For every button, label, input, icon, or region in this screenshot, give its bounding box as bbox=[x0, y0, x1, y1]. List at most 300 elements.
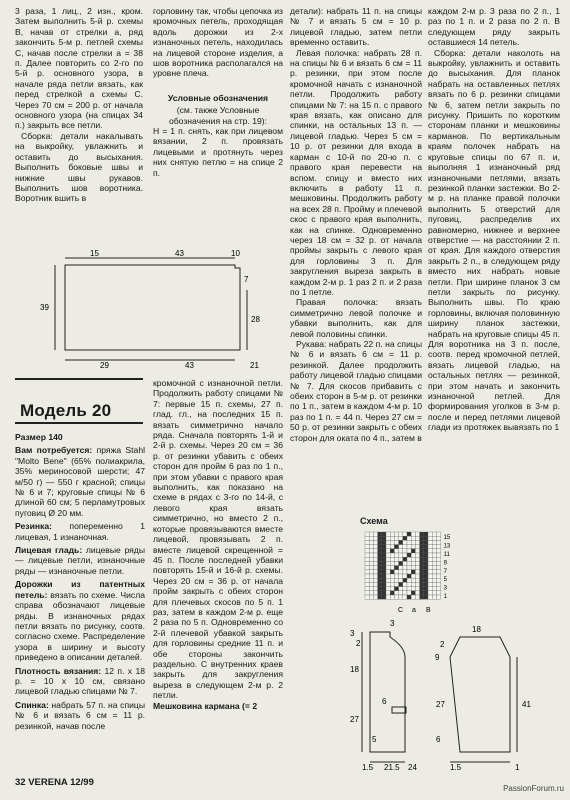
grid-cell bbox=[378, 532, 382, 536]
grid-cell bbox=[411, 587, 415, 591]
grid-cell bbox=[428, 574, 432, 578]
grid-cell bbox=[420, 532, 424, 536]
grid-cell bbox=[386, 540, 390, 544]
grid-cell bbox=[415, 561, 419, 565]
grid-cell bbox=[415, 549, 419, 553]
grid-cell bbox=[432, 566, 436, 570]
grid-cell bbox=[415, 557, 419, 561]
grid-cell bbox=[378, 591, 382, 595]
grid-cell bbox=[390, 591, 394, 595]
grid-cell bbox=[365, 566, 369, 570]
grid-cell bbox=[428, 553, 432, 557]
grid-cell bbox=[373, 553, 377, 557]
scheme-title: Схема bbox=[360, 516, 388, 526]
grid-cell bbox=[428, 545, 432, 549]
grid-cell bbox=[436, 595, 440, 599]
row-label: 5 bbox=[443, 577, 447, 584]
legend-c: C bbox=[398, 607, 404, 614]
grid-cell bbox=[369, 553, 373, 557]
bdim-24: 24 bbox=[408, 763, 417, 772]
grid-cell bbox=[378, 540, 382, 544]
grid-cell bbox=[432, 595, 436, 599]
grid-cell bbox=[424, 545, 428, 549]
grid-cell bbox=[394, 532, 398, 536]
grid-cell bbox=[424, 582, 428, 586]
grid-cell bbox=[407, 595, 411, 599]
grid-cell bbox=[394, 545, 398, 549]
grid-cell bbox=[428, 570, 432, 574]
grid-cell bbox=[386, 557, 390, 561]
grid-cell bbox=[394, 553, 398, 557]
grid-cell bbox=[432, 582, 436, 586]
grid-cell bbox=[399, 536, 403, 540]
grid-cell bbox=[369, 591, 373, 595]
bdim-2: 2 bbox=[356, 639, 361, 648]
grid-cell bbox=[382, 540, 386, 544]
grid-cell bbox=[420, 557, 424, 561]
col2-bottom-p1: кромочной с изнаночной петли. Продолжить работу спицами № 7: первые 15 п. схемы, 27 п. глад. гл., на последних 15 п. вязать симметрично начало ряда. Сначала повторять 1-й и 2-й р. схемы. Через 20 см = 36 р. от резинки убавить с обеих сторон для пройм 6 раз по 1 п., при этом убавки с правого края выполнить, как показано на схеме в рядах с 3-го по 14-й, с левого края вязать симметрично, но вместо 2 п., которые провязываются вместе лицевой, провязывать 2 п. вместе лицевой скрещенной = 45 п. После последней убавки повторять 15-й и 16-й р. схемы. Через 20 см = 36 р. от начала пройм закрыть с обеих сторон для плечевых скосов по 5 п. 1 раз, затем в каждом 2-м р. еще 2 раза по 5 п. Одновременно со 2-й плечевой убавкой закрыть для горловины средние 11 п. и обе стороны закончить раздельно. С внутренних краев закрыть для закругления выреза в следующем 2-м р. 2 петли. bbox=[153, 378, 283, 701]
col3-text bbox=[290, 6, 422, 511]
col3-p1: детали): набрать 11 п. на спицы № 7 и вязать 5 см = 10 р. лицевой гладью, затем петли временно оставить. bbox=[290, 6, 422, 48]
section-rule-top bbox=[15, 378, 143, 380]
col2-p1: горловину так, чтобы цепочка из кромочных петель, проходящая вдоль дорожки из 2-х изнаночных петель, находилась на лицевой стороне изделия, а шов воротника располагался на уровне плеча. bbox=[153, 6, 283, 79]
grid-cell bbox=[390, 570, 394, 574]
grid-cell bbox=[407, 582, 411, 586]
bdim-18: 18 bbox=[350, 665, 359, 674]
grid-cell bbox=[436, 557, 440, 561]
grid-cell bbox=[420, 553, 424, 557]
grid-cell bbox=[420, 536, 424, 540]
grid-cell bbox=[386, 549, 390, 553]
grid-cell bbox=[420, 591, 424, 595]
grid-cell bbox=[386, 536, 390, 540]
grid-cell bbox=[386, 553, 390, 557]
model-size: Размер 140 bbox=[15, 432, 63, 442]
grid-cell bbox=[403, 587, 407, 591]
grid-cell bbox=[424, 536, 428, 540]
grid-cell bbox=[365, 536, 369, 540]
grid-cell bbox=[369, 561, 373, 565]
grid-cell bbox=[369, 545, 373, 549]
grid-cell bbox=[365, 540, 369, 544]
col1-top-text bbox=[15, 6, 143, 254]
grid-cell bbox=[411, 545, 415, 549]
grid-cell bbox=[432, 532, 436, 536]
grid-cell bbox=[403, 578, 407, 582]
grid-cell bbox=[411, 595, 415, 599]
section-rule-bottom bbox=[15, 422, 143, 424]
grid-cell bbox=[365, 591, 369, 595]
grid-cell bbox=[365, 578, 369, 582]
scheme-grid bbox=[360, 530, 480, 615]
grid-cell bbox=[403, 561, 407, 565]
grid-cell bbox=[428, 591, 432, 595]
grid-cell bbox=[390, 566, 394, 570]
grid-cell bbox=[428, 540, 432, 544]
grid-cell bbox=[390, 545, 394, 549]
grid-cell bbox=[407, 549, 411, 553]
front-outline bbox=[370, 632, 405, 752]
grid-cell bbox=[436, 540, 440, 544]
grid-cell bbox=[394, 536, 398, 540]
col2-bottom-text bbox=[153, 378, 283, 773]
model-details bbox=[15, 432, 145, 772]
grid-cell bbox=[382, 549, 386, 553]
grid-cells bbox=[365, 532, 441, 599]
conventions-title: Условные обозначения bbox=[167, 92, 269, 103]
grid-cell bbox=[373, 557, 377, 561]
rib-label: Резинка: bbox=[15, 521, 52, 532]
dim-label-10: 10 bbox=[231, 250, 240, 258]
col4-text bbox=[428, 6, 560, 511]
bdim-27b: 27 bbox=[436, 700, 445, 709]
grid-cell bbox=[424, 591, 428, 595]
grid-cell bbox=[369, 578, 373, 582]
grid-cell bbox=[415, 536, 419, 540]
back-outline bbox=[65, 265, 240, 350]
grid-cell bbox=[415, 591, 419, 595]
grid-cell bbox=[420, 582, 424, 586]
dim-label-39: 39 bbox=[40, 303, 49, 312]
grid-cell bbox=[365, 553, 369, 557]
grid-cell bbox=[382, 553, 386, 557]
grid-cell bbox=[386, 532, 390, 536]
grid-cell bbox=[407, 587, 411, 591]
grid-cell bbox=[378, 595, 382, 599]
grid-cell bbox=[365, 574, 369, 578]
grid-cell bbox=[436, 587, 440, 591]
grid-cell bbox=[369, 566, 373, 570]
grid-cell bbox=[428, 566, 432, 570]
grid-cell bbox=[378, 557, 382, 561]
grid-cell bbox=[432, 570, 436, 574]
grid-cell bbox=[407, 532, 411, 536]
col2-bottom-p2: Мешковина кармана (= 2 bbox=[153, 700, 258, 711]
grid-cell bbox=[403, 549, 407, 553]
bdim-6: 6 bbox=[382, 697, 387, 706]
grid-cell bbox=[369, 582, 373, 586]
grid-cell bbox=[390, 578, 394, 582]
dim-label-43b: 43 bbox=[185, 361, 194, 370]
grid-cell bbox=[390, 561, 394, 565]
grid-cell bbox=[382, 595, 386, 599]
grid-cell bbox=[378, 553, 382, 557]
grid-cell bbox=[432, 549, 436, 553]
grid-cell bbox=[403, 553, 407, 557]
col1-p2: Сборка: детали накалывать на выкройку, увлажнить и оставить до высыхания. Выполнить боковые швы и нижние швы рукавов. Выполнить шов воротника. Воротник вшить в bbox=[15, 130, 143, 204]
grid-cell bbox=[411, 532, 415, 536]
patent-text: вязать по схеме. Числа справа обозначают лицевые ряды. В изнаночных рядах петли вязать по рисунку, соотв. согласно схеме. Распределение узора в ширину и высоту приведено в описании деталей. bbox=[15, 589, 145, 663]
grid-cell bbox=[432, 557, 436, 561]
back-label: Спинка: bbox=[15, 699, 49, 710]
grid-cell bbox=[390, 595, 394, 599]
grid-cell bbox=[399, 557, 403, 561]
row-label: 15 bbox=[443, 535, 451, 542]
grid-cell bbox=[369, 540, 373, 544]
col3-p4: Рукава: набрать 22 п. на спицы № 6 и вязать 6 см = 11 р. резинкой. Далее продолжить работу лицевой гладью спицами № 7. Для скосов прибавить с обеих сторон в 5-м р. от резинки по 1 п., затем в каждом 4-м р. 10 раз по 1 п. = 44 п. Через 27 см = 50 р. от резинки закрыть с обеих сторон для оката по 4 п., затем в bbox=[290, 339, 422, 443]
row-label: 9 bbox=[443, 560, 447, 567]
grid-cell bbox=[407, 545, 411, 549]
dim-label-43a: 43 bbox=[175, 250, 184, 258]
grid-cell bbox=[382, 578, 386, 582]
footer-page-info: 32 VERENA 12/99 bbox=[15, 777, 94, 788]
grid-cell bbox=[415, 574, 419, 578]
back-pattern-diagram bbox=[35, 250, 295, 370]
grid-cell bbox=[365, 582, 369, 586]
grid-cell bbox=[424, 587, 428, 591]
grid-cell bbox=[386, 545, 390, 549]
grid-cell bbox=[399, 578, 403, 582]
grid-cell bbox=[428, 549, 432, 553]
grid-cell bbox=[399, 532, 403, 536]
grid-cell bbox=[432, 561, 436, 565]
pocket bbox=[392, 707, 406, 713]
grid-cell bbox=[378, 545, 382, 549]
grid-cell bbox=[390, 553, 394, 557]
grid-cell bbox=[411, 582, 415, 586]
grid-cell bbox=[420, 574, 424, 578]
grid-cell bbox=[394, 570, 398, 574]
grid-cell bbox=[394, 561, 398, 565]
grid-cell bbox=[399, 545, 403, 549]
grid-cell bbox=[382, 545, 386, 549]
row-label: 3 bbox=[443, 585, 447, 592]
grid-cell bbox=[369, 595, 373, 599]
grid-cell bbox=[407, 578, 411, 582]
grid-cell bbox=[394, 557, 398, 561]
grid-cell bbox=[420, 578, 424, 582]
grid-cell bbox=[369, 587, 373, 591]
grid-cell bbox=[382, 570, 386, 574]
grid-cell bbox=[399, 595, 403, 599]
grid-cell bbox=[415, 595, 419, 599]
col1-p1: 3 раза, 1 лиц., 2 изн., кром. Затем выполнить 5-й р. схемы B, начав от стрелки a, ряд закончить 5-м р. петлей схемы C, начав после стрелки a = 38 п. Далее повторить со 2-го по 5-й р. основного узора, в начале ряда петли вязать, как перед стрелкой a схемы C. Через 70 см = 200 р. от начала основного узора (на спицах 34 п.) закрыть все петли. bbox=[15, 6, 143, 131]
grid-cell bbox=[365, 557, 369, 561]
grid-cell bbox=[411, 566, 415, 570]
grid-cell bbox=[369, 532, 373, 536]
grid-cell bbox=[436, 549, 440, 553]
footer-watermark: PassionForum.ru bbox=[503, 784, 564, 793]
grid-cell bbox=[424, 549, 428, 553]
grid-cell bbox=[394, 582, 398, 586]
grid-cell bbox=[378, 587, 382, 591]
grid-cell bbox=[407, 566, 411, 570]
grid-cell bbox=[407, 591, 411, 595]
grid-cell bbox=[432, 591, 436, 595]
grid-cell bbox=[365, 570, 369, 574]
grid-cell bbox=[432, 578, 436, 582]
grid-cell bbox=[390, 536, 394, 540]
grid-cell bbox=[420, 566, 424, 570]
grid-cell bbox=[373, 582, 377, 586]
grid-cell bbox=[382, 582, 386, 586]
grid-cell bbox=[411, 557, 415, 561]
col2-top-text bbox=[153, 6, 283, 246]
grid-cell bbox=[411, 549, 415, 553]
dim-label-15: 15 bbox=[90, 250, 99, 258]
col4-p2: Сборка: детали наколоть на выкройку, увлажнить и оставить до высыхания. Для планок набрать на оставленных петлях вязать по 6 р. резинки спицами № 6, затем петли закрыть по рисунку. Пришить по коротким сторонам планки и мешковины карманов. По вертикальным краям полочек набрать на круговые спицы по 67 п. и, выполняя 1 изнаночный ряд изнаночными петлями, вязать резинкой планки застежки. Во 2-м р. на планке правой полочки выполнить 5 отверстий для пуговиц, распределив их равномерно, нижнее и верхнее отверстие — на расстоянии 2 п. от края. Для каждого отверстия закрыть 2 п., в следующем ряду вместо них набрать новые петли. При ширине планок 3 см петли закрыть по рисунку. Выполнить швы. По краю горловины, включая половинную ширину планок застежки, набрать на круговые спицы 45 п. Для воротника на 3 п. после, соотв. перед кромочной петлей, вязать лицевой гладью, на остальных петлях — резинкой, при этом начать и закончить изнаночной петлей. Для формирования уголков в 3-м р. после и перед петлями лицевой глади из протяжек вывязать по 1 bbox=[428, 47, 560, 433]
grid-cell bbox=[373, 545, 377, 549]
grid-cell bbox=[365, 587, 369, 591]
grid-cell bbox=[403, 566, 407, 570]
grid-cell bbox=[424, 540, 428, 544]
grid-cell bbox=[407, 553, 411, 557]
grid-cell bbox=[407, 536, 411, 540]
row-labels bbox=[444, 535, 451, 600]
grid-cell bbox=[399, 587, 403, 591]
grid-cell bbox=[432, 587, 436, 591]
grid-cell bbox=[407, 574, 411, 578]
grid-cell bbox=[386, 591, 390, 595]
grid-cell bbox=[390, 587, 394, 591]
grid-cell bbox=[373, 574, 377, 578]
grid-cell bbox=[373, 536, 377, 540]
grid-cell bbox=[403, 532, 407, 536]
grid-cell bbox=[432, 553, 436, 557]
grid-cell bbox=[411, 540, 415, 544]
grid-cell bbox=[390, 532, 394, 536]
grid-cell bbox=[378, 549, 382, 553]
bdim-6b: 6 bbox=[436, 735, 441, 744]
grid-cell bbox=[394, 566, 398, 570]
grid-cell bbox=[420, 540, 424, 544]
grid-cell bbox=[369, 574, 373, 578]
grid-cell bbox=[424, 570, 428, 574]
grid-cell bbox=[420, 545, 424, 549]
grid-cell bbox=[378, 561, 382, 565]
grid-cell bbox=[365, 549, 369, 553]
grid-cell bbox=[369, 570, 373, 574]
grid-cell bbox=[373, 549, 377, 553]
grid-cell bbox=[436, 545, 440, 549]
grid-cell bbox=[382, 587, 386, 591]
grid-cell bbox=[403, 545, 407, 549]
col3-p3: Правая полочка: вязать симметрично левой полочке и убавки выполнить, как для левой половины спинки. bbox=[290, 297, 422, 339]
grid-cell bbox=[382, 566, 386, 570]
grid-cell bbox=[382, 532, 386, 536]
grid-cell bbox=[415, 582, 419, 586]
grid-cell bbox=[373, 591, 377, 595]
grid-cell bbox=[369, 549, 373, 553]
grid-cell bbox=[390, 549, 394, 553]
dim-label-7: 7 bbox=[244, 275, 249, 284]
grid-cell bbox=[369, 557, 373, 561]
grid-cell bbox=[415, 578, 419, 582]
grid-cell bbox=[386, 595, 390, 599]
bdim-21-5: 21.5 bbox=[384, 763, 400, 772]
grid-cell bbox=[386, 587, 390, 591]
grid-cell bbox=[432, 574, 436, 578]
grid-cell bbox=[403, 591, 407, 595]
grid-cell bbox=[373, 587, 377, 591]
grid-cell bbox=[382, 591, 386, 595]
grid-cell bbox=[411, 574, 415, 578]
dim-label-21: 21 bbox=[250, 361, 259, 370]
bdim-3b: 3 bbox=[390, 619, 395, 628]
grid-cell bbox=[386, 574, 390, 578]
grid-cell bbox=[424, 553, 428, 557]
materials-text: пряжа Stahl "Molto Bene" (65% полиакрила, 35% мериносовой шерсти; 47 м/50 г) — 550 г красной; спицы № 6 и 7; круговые спицы № 6 длиной 60 см; 5 перламутровых пуговиц Ø 20 мм. bbox=[15, 445, 145, 518]
grid-cell bbox=[403, 536, 407, 540]
grid-cell bbox=[436, 578, 440, 582]
grid-cell bbox=[365, 532, 369, 536]
grid-cell bbox=[382, 574, 386, 578]
grid-cell bbox=[428, 587, 432, 591]
grid-cell bbox=[432, 545, 436, 549]
grid-cell bbox=[428, 578, 432, 582]
grid-cell bbox=[407, 540, 411, 544]
grid-cell bbox=[394, 587, 398, 591]
col3-p2: Левая полочка: набрать 28 п. на спицы № 6 и вязать 6 см = 11 р. резинки, при этом после кромочной начать с изнаночной петли. Продолжить работу спицами № 7: на 15 п. с правого края вязать, как описано для спинки, на остальных 13 п. — лицевой гладью. Через 5 см = 10 р. от резинки для входа в карман с 10-й по 20-ю п. с правого края перевести на вспом. спицу и вместо них включить в работу 11 п. мешковины. Продолжить работу на всех 28 п. Пройму и плечевой скос с правого края выполнить, как на спинке. Одновременно через 18 см = 32 р. от начала проймы закрыть с левого края для горловины 3 п. Для закругления выреза закрыть в каждом 2-м р. 1 раз 2 п. и 2 раза по 1 петле. bbox=[290, 47, 422, 297]
bdim-1-5: 1.5 bbox=[362, 763, 374, 772]
grid-cell bbox=[411, 553, 415, 557]
bdim-5: 5 bbox=[372, 735, 377, 744]
grid-cell bbox=[378, 570, 382, 574]
grid-cell bbox=[428, 561, 432, 565]
rib-text: попеременно 1 лицевая, 1 изнаночная. bbox=[15, 521, 145, 542]
grid-cell bbox=[436, 566, 440, 570]
grid-cell bbox=[390, 574, 394, 578]
grid-cell bbox=[403, 540, 407, 544]
grid-cell bbox=[394, 578, 398, 582]
legend-a: a bbox=[412, 607, 416, 614]
bdim-3: 3 bbox=[350, 629, 355, 638]
grid-cell bbox=[415, 566, 419, 570]
grid-cell bbox=[436, 553, 440, 557]
grid-cell bbox=[432, 540, 436, 544]
grid-cell bbox=[403, 557, 407, 561]
grid-cell bbox=[378, 578, 382, 582]
grid-cell bbox=[436, 536, 440, 540]
grid-cell bbox=[424, 532, 428, 536]
stock-label: Лицевая гладь: bbox=[15, 545, 83, 556]
col4-p1: каждом 2-м р. 3 раза по 2 п., 1 раз по 1 п. и 2 раза по 2 п. В следующем ряду закрыть оставшиеся 14 петель. bbox=[428, 6, 560, 48]
grid-cell bbox=[415, 540, 419, 544]
row-label: 7 bbox=[443, 568, 447, 575]
grid-cell bbox=[415, 553, 419, 557]
bdim-41: 41 bbox=[522, 700, 531, 709]
patent-label: Дорожки из патентных петель: bbox=[15, 579, 145, 600]
grid-cell bbox=[436, 574, 440, 578]
grid-cell bbox=[394, 591, 398, 595]
grid-cell bbox=[365, 561, 369, 565]
grid-cell bbox=[407, 557, 411, 561]
grid-cell bbox=[394, 540, 398, 544]
grid-cell bbox=[399, 591, 403, 595]
grid-cell bbox=[373, 595, 377, 599]
grid-cell bbox=[428, 595, 432, 599]
grid-cell bbox=[403, 574, 407, 578]
grid-cell bbox=[378, 566, 382, 570]
sleeve-outline bbox=[450, 637, 510, 752]
dim-label-28: 28 bbox=[251, 315, 260, 324]
grid-cell bbox=[436, 561, 440, 565]
bdim-9: 9 bbox=[435, 653, 440, 662]
grid-cell bbox=[382, 536, 386, 540]
row-label: 1 bbox=[443, 594, 447, 600]
bdim-27: 27 bbox=[350, 715, 359, 724]
grid-cell bbox=[407, 570, 411, 574]
grid-cell bbox=[436, 532, 440, 536]
grid-cell bbox=[432, 536, 436, 540]
grid-cell bbox=[373, 566, 377, 570]
back-text: набрать 57 п. на спицы № 6 и вязать 6 см = 11 р. резинкой, начав после bbox=[15, 699, 145, 731]
row-label: 13 bbox=[443, 543, 451, 550]
grid-cell bbox=[424, 557, 428, 561]
grid-cell bbox=[373, 578, 377, 582]
grid-cell bbox=[378, 574, 382, 578]
grid-cell bbox=[365, 545, 369, 549]
